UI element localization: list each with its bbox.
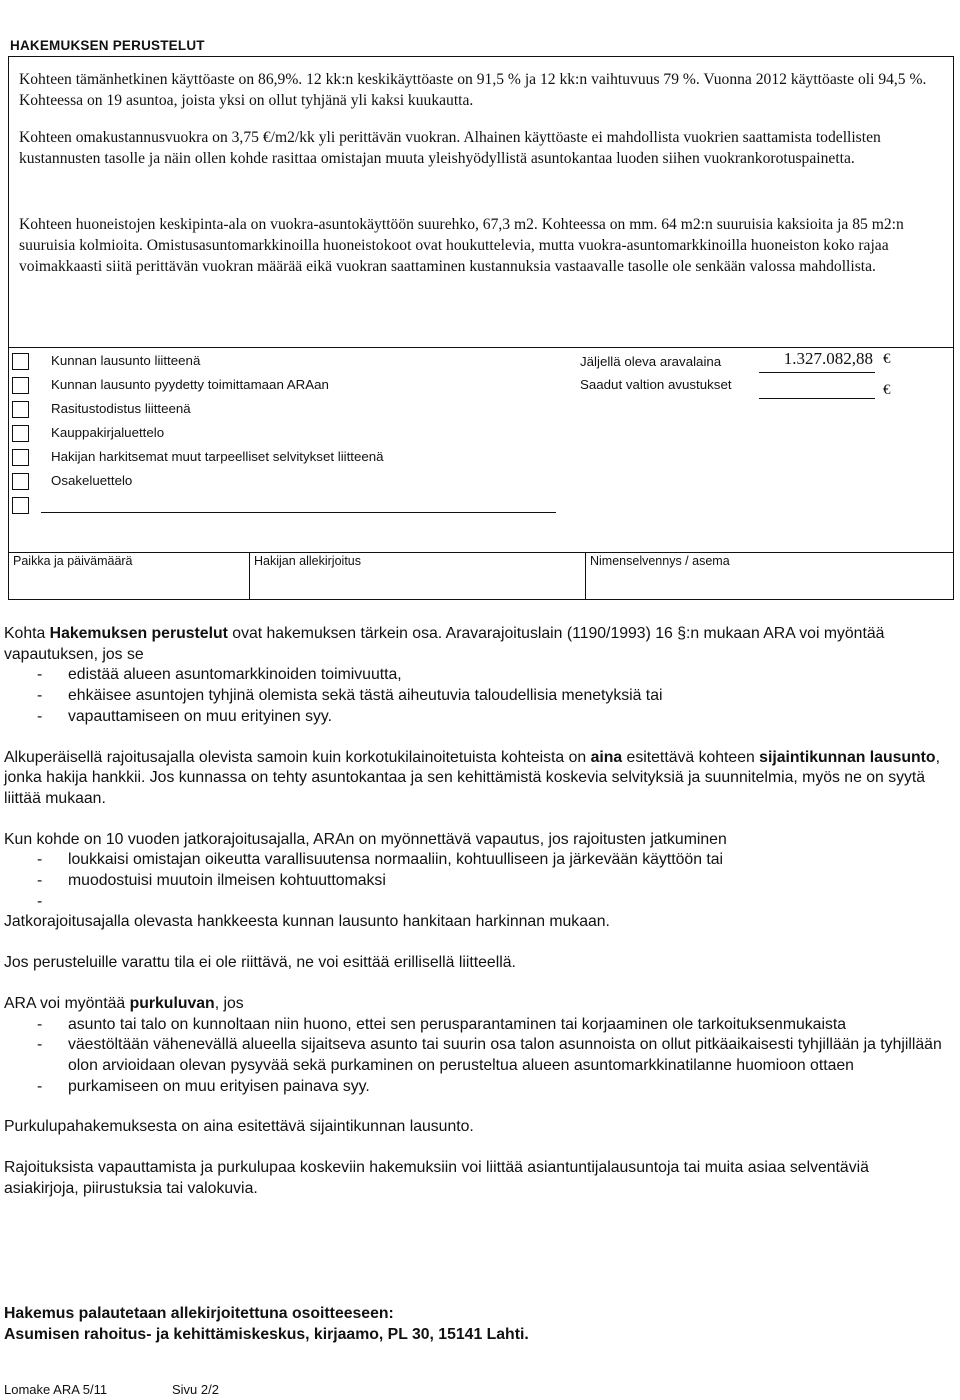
instruction-paragraph: Kohta Hakemuksen perustelut ovat hakemuksen tärkein osa. Aravarajoituslain (1190/1993) 16 §:n mukaan ARA voi myöntää vapautuksen, jos se (4, 625, 885, 663)
place-date-field[interactable]: Paikka ja päivämäärä (13, 554, 133, 568)
instruction-paragraph: Alkuperäisellä rajoitusajalla olevista samoin kuin korkotukilainoitetuista kohteista on aina esitettävä kohteen sijaintikunnan lausunto, jonka hakija hankkii. Jos kunnassa on tehty asuntokantaa ja sen kehittämistä koskevia selvityksiä ja suunnitelmia, myös ne on syytä liittää mukaan. (4, 748, 940, 807)
remaining-loan-line (759, 372, 875, 373)
form-code: Lomake ARA 5/11 (4, 1382, 108, 1397)
return-address-line: Asumisen rahoitus- ja kehittämiskeskus, kirjaamo, PL 30, 15141 Lahti. (4, 1326, 529, 1343)
instruction-list (4, 850, 944, 912)
attachment-label: Kunnan lausunto pyydetty toimittamaan ARAan (51, 377, 329, 392)
signature-divider (249, 553, 250, 600)
list-item: - asunto tai talo on kunnoltaan niin huono, ettei sen perusparantaminen tai korjaaminen ole tarkoituksenmukaista (4, 1015, 944, 1036)
return-address (4, 1303, 529, 1345)
instruction-paragraph: Kun kohde on 10 vuoden jatkorajoitusajalla, ARAn on myönnettävä vapautus, jos rajoitusten jatkuminen (4, 830, 727, 848)
instruction-list (4, 665, 944, 727)
form-divider (9, 347, 953, 348)
attachment-label: Hakijan harkitsemat muut tarpeelliset selvitykset liitteenä (51, 449, 384, 464)
signature-field[interactable]: Hakijan allekirjoitus (254, 554, 361, 568)
list-item: - ehkäisee asuntojen tyhjinä olemista sekä tästä aiheutuvia taloudellisia menetyksiä tai (4, 686, 944, 707)
list-item: - purkamiseen on muu erityisen painava syy. (4, 1077, 944, 1098)
instruction-paragraph: Jos perusteluille varattu tila ei ole riittävä, ne voi esittää erillisellä liitteellä. (4, 954, 516, 972)
justification-paragraph-1[interactable]: Kohteen tämänhetkinen käyttöaste on 86,9%. 12 kk:n keskikäyttöaste on 91,5 % ja 12 kk:n vaihtuvuus 79 %. Vuonna 2012 käyttöaste oli 94,5 %. Kohteessa on 19 asuntoa, joista yksi on ollut tyhjänä yli kaksi kuukautta. (19, 71, 927, 109)
remaining-loan-value[interactable]: 1.327.082,88 (783, 349, 873, 368)
attachment-checkbox[interactable] (12, 401, 29, 418)
list-item: - edistää alueen asuntomarkkinoiden toimivuutta, (4, 665, 944, 686)
attachment-label: Kunnan lausunto liitteenä (51, 353, 201, 368)
attachment-checkbox[interactable] (12, 497, 29, 514)
return-address-heading: Hakemus palautetaan allekirjoitettuna osoitteeseen: (4, 1305, 394, 1322)
attachment-checkbox[interactable] (12, 449, 29, 466)
currency-symbol: € (883, 382, 891, 398)
instruction-list (4, 1015, 944, 1098)
page-number: Sivu 2/2 (172, 1382, 219, 1397)
list-item: - muodostuisi muutoin ilmeisen kohtuuttomaksi (4, 871, 944, 892)
remaining-loan-label: Jäljellä oleva aravalaina (580, 354, 722, 369)
justification-form (8, 56, 954, 600)
attachment-label: Osakeluettelo (51, 473, 133, 488)
justification-paragraph-3[interactable]: Kohteen huoneistojen keskipinta-ala on vuokra-asuntokäyttöön suurehko, 67,3 m2. Kohteessa on mm. 64 m2:n suuruisia kaksioita ja 85 m2:n suuruisia kolmioita. Omistusasuntomarkkinoilla huoneistokoot ovat houkuttelevia, mutta vuokra-asuntomarkkinoilla huoneiston koko rajaa voimakkaasti siitä perittävän vuokran määrää eikä vuokran saattaminen kustannuksia vastaavalle tasolle ole senkään valossa mahdollista. (19, 216, 904, 275)
instruction-paragraph: Jatkorajoitusajalla olevasta hankkeesta kunnan lausunto hankitaan harkinnan mukaan. (4, 913, 610, 931)
instructions (4, 624, 944, 1199)
attachment-checkbox[interactable] (12, 377, 29, 394)
list-item (4, 892, 944, 913)
justification-paragraph-2[interactable]: Kohteen omakustannusvuokra on 3,75 €/m2/kk yli perittävän vuokran. Alhainen käyttöaste ei mahdollista vuokrien saattamista todellisten kustannusten tasolle ja näin ollen kohde rasittaa omistajan muuta yleishyödyllistä asuntokantaa luoden siihen vuokrankorotuspainetta. (19, 129, 881, 167)
signature-row (9, 552, 953, 600)
list-item: - loukkaisi omistajan oikeutta varallisuutensa normaaliin, kohtuulliseen ja järkevään käyttöön tai (4, 850, 944, 871)
name-title-field[interactable]: Nimenselvennys / asema (590, 554, 730, 568)
attachment-label: Kauppakirjaluettelo (51, 425, 165, 440)
attachment-checkbox[interactable] (12, 353, 29, 370)
attachment-label: Rasitustodistus liitteenä (51, 401, 191, 416)
signature-divider (585, 553, 586, 600)
instruction-paragraph: Rajoituksista vapauttamista ja purkulupaa koskeviin hakemuksiin voi liittää asiantuntijalausuntoja tai muita asiaa selventäviä asiakirjoja, piirustuksia tai valokuvia. (4, 1159, 869, 1197)
currency-symbol: € (883, 351, 891, 367)
instruction-paragraph: ARA voi myöntää purkuluvan, jos (4, 994, 244, 1012)
attachment-checkbox[interactable] (12, 425, 29, 442)
attachment-other-line (41, 512, 556, 513)
section-title: HAKEMUKSEN PERUSTELUT (10, 38, 205, 53)
state-grants-line (759, 398, 875, 399)
instruction-paragraph: Purkulupahakemuksesta on aina esitettävä sijaintikunnan lausunto. (4, 1118, 474, 1136)
state-grants-label: Saadut valtion avustukset (580, 377, 732, 392)
list-item: - väestöltään vähenevällä alueella sijaitseva asunto tai suurin osa talon asunnoista on ollut pitkäaikaisesti tyhjillään ja tyhjillään olon arvioidaan olevan pysyvää sekä purkaminen on perusteltua alueen asuntomarkkinatilanne huomioon ottaen (4, 1035, 944, 1076)
attachment-checkbox[interactable] (12, 473, 29, 490)
list-item: - vapauttamiseen on muu erityinen syy. (4, 707, 944, 728)
